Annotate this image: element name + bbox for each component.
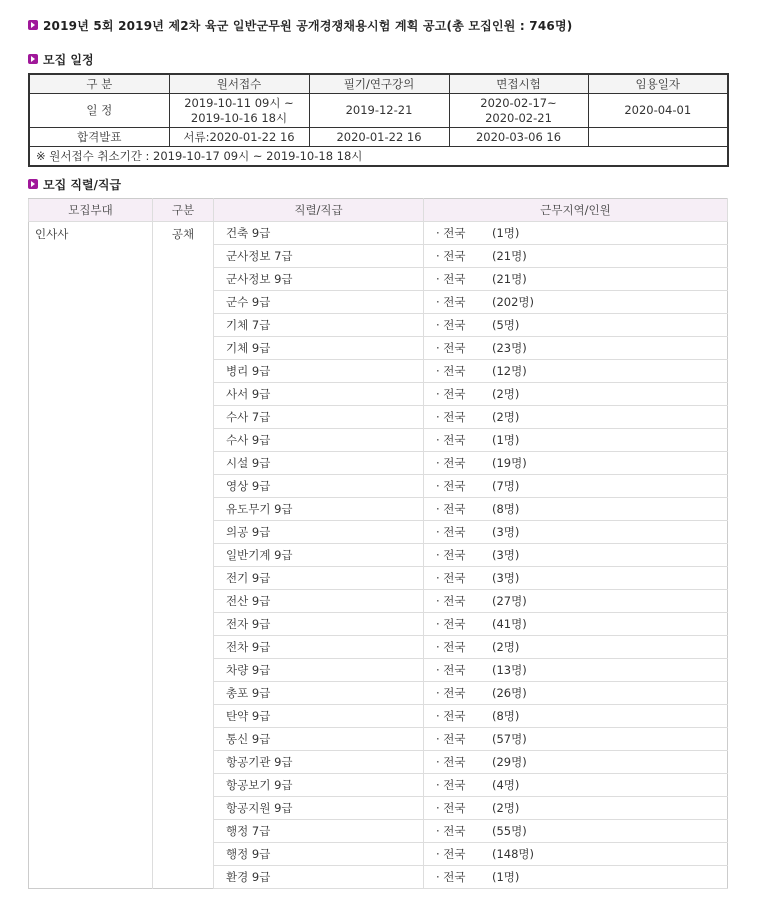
headcount: (27명) bbox=[492, 594, 527, 608]
arrow-bullet-icon bbox=[28, 20, 38, 30]
position-grade: 수사 7급 bbox=[214, 406, 424, 429]
region-count-cell bbox=[424, 820, 728, 843]
application-start: 2019-10-11 09시 ~ bbox=[184, 95, 294, 110]
position-grade: 전산 9급 bbox=[214, 590, 424, 613]
position-grade: 군사정보 9급 bbox=[214, 268, 424, 291]
region-count-cell bbox=[424, 544, 728, 567]
arrow-bullet-icon bbox=[28, 179, 38, 189]
headcount: (57명) bbox=[492, 732, 527, 746]
interview-result-date: 2020-03-06 16 bbox=[449, 128, 588, 147]
work-region: · 전국 bbox=[436, 778, 466, 792]
region-count-cell bbox=[424, 682, 728, 705]
region-count-cell bbox=[424, 245, 728, 268]
region-count-cell bbox=[424, 728, 728, 751]
schedule-row-label: 일 정 bbox=[29, 94, 169, 128]
region-count-cell bbox=[424, 866, 728, 889]
positions-header-row bbox=[29, 199, 728, 222]
position-grade: 일반기계 9급 bbox=[214, 544, 424, 567]
position-grade: 통신 9급 bbox=[214, 728, 424, 751]
schedule-section-title-row bbox=[28, 48, 728, 70]
region-count-cell bbox=[424, 475, 728, 498]
region-count-cell bbox=[424, 636, 728, 659]
headcount: (41명) bbox=[492, 617, 527, 631]
work-region: · 전국 bbox=[436, 502, 466, 516]
schedule-header-row bbox=[29, 74, 728, 94]
position-grade: 전기 9급 bbox=[214, 567, 424, 590]
position-grade: 차량 9급 bbox=[214, 659, 424, 682]
position-grade: 수사 9급 bbox=[214, 429, 424, 452]
application-end: 2019-10-16 18시 bbox=[190, 110, 288, 125]
position-grade: 행정 9급 bbox=[214, 843, 424, 866]
interview-period-cell bbox=[449, 94, 588, 128]
schedule-header-cell: 필기/연구강의 bbox=[309, 74, 449, 94]
cancellation-note: ※ 원서접수 취소기간 : 2019-10-17 09시 ~ 2019-10-18 18시 bbox=[29, 147, 728, 167]
appointment-result-cell bbox=[588, 128, 728, 147]
work-region: · 전국 bbox=[436, 732, 466, 746]
headcount: (1명) bbox=[492, 870, 520, 884]
position-grade: 환경 9급 bbox=[214, 866, 424, 889]
headcount: (21명) bbox=[492, 272, 527, 286]
written-result-date: 2020-01-22 16 bbox=[309, 128, 449, 147]
application-period-cell bbox=[169, 94, 309, 128]
written-exam-date: 2019-12-21 bbox=[309, 94, 449, 128]
position-grade: 유도무기 9급 bbox=[214, 498, 424, 521]
region-count-cell bbox=[424, 705, 728, 728]
position-grade: 전자 9급 bbox=[214, 613, 424, 636]
headcount: (8명) bbox=[492, 709, 520, 723]
schedule-row-label: 합격발표 bbox=[29, 128, 169, 147]
region-count-cell bbox=[424, 291, 728, 314]
interview-start: 2020-02-17~ bbox=[480, 95, 557, 110]
headcount: (1명) bbox=[492, 226, 520, 240]
work-region: · 전국 bbox=[436, 249, 466, 263]
position-grade: 군수 9급 bbox=[214, 291, 424, 314]
region-count-cell bbox=[424, 222, 728, 245]
recruitment-type: 공채 bbox=[153, 222, 214, 889]
position-grade: 군사정보 7급 bbox=[214, 245, 424, 268]
work-region: · 전국 bbox=[436, 571, 466, 585]
headcount: (12명) bbox=[492, 364, 527, 378]
announcement-title: 2019년 5회 2019년 제2차 육군 일반군무원 공개경쟁채용시험 계획 공고(총 모집인원 : 746명) bbox=[43, 18, 573, 33]
positions-header-cell: 모집부대 bbox=[29, 199, 153, 222]
positions-section-title: 모집 직렬/직급 bbox=[43, 177, 122, 192]
region-count-cell bbox=[424, 613, 728, 636]
arrow-bullet-icon bbox=[28, 54, 38, 64]
work-region: · 전국 bbox=[436, 663, 466, 677]
headcount: (2명) bbox=[492, 801, 520, 815]
positions-header-cell: 근무지역/인원 bbox=[424, 199, 728, 222]
work-region: · 전국 bbox=[436, 410, 466, 424]
headcount: (8명) bbox=[492, 502, 520, 516]
work-region: · 전국 bbox=[436, 870, 466, 884]
headcount: (26명) bbox=[492, 686, 527, 700]
table-row bbox=[29, 222, 728, 245]
region-count-cell bbox=[424, 452, 728, 475]
headcount: (202명) bbox=[492, 295, 535, 309]
work-region: · 전국 bbox=[436, 801, 466, 815]
position-grade: 전차 9급 bbox=[214, 636, 424, 659]
schedule-header-cell: 임용일자 bbox=[588, 74, 728, 94]
work-region: · 전국 bbox=[436, 318, 466, 332]
region-count-cell bbox=[424, 843, 728, 866]
announcement-title-row bbox=[28, 14, 728, 36]
position-grade: 탄약 9급 bbox=[214, 705, 424, 728]
region-count-cell bbox=[424, 337, 728, 360]
position-grade: 총포 9급 bbox=[214, 682, 424, 705]
positions-header-cell: 직렬/직급 bbox=[214, 199, 424, 222]
work-region: · 전국 bbox=[436, 686, 466, 700]
position-grade: 건축 9급 bbox=[214, 222, 424, 245]
headcount: (23명) bbox=[492, 341, 527, 355]
work-region: · 전국 bbox=[436, 525, 466, 539]
headcount: (13명) bbox=[492, 663, 527, 677]
work-region: · 전국 bbox=[436, 594, 466, 608]
headcount: (148명) bbox=[492, 847, 535, 861]
positions-body bbox=[29, 222, 728, 889]
position-grade: 사서 9급 bbox=[214, 383, 424, 406]
region-count-cell bbox=[424, 521, 728, 544]
position-grade: 기체 7급 bbox=[214, 314, 424, 337]
schedule-table bbox=[28, 73, 729, 167]
headcount: (2명) bbox=[492, 640, 520, 654]
interview-end: 2020-02-21 bbox=[485, 110, 552, 125]
schedule-header-cell: 면접시험 bbox=[449, 74, 588, 94]
headcount: (1명) bbox=[492, 433, 520, 447]
position-grade: 의공 9급 bbox=[214, 521, 424, 544]
schedule-header-cell: 구 분 bbox=[29, 74, 169, 94]
schedule-note-row bbox=[29, 147, 728, 167]
work-region: · 전국 bbox=[436, 456, 466, 470]
headcount: (21명) bbox=[492, 249, 527, 263]
headcount: (3명) bbox=[492, 571, 520, 585]
work-region: · 전국 bbox=[436, 824, 466, 838]
region-count-cell bbox=[424, 774, 728, 797]
work-region: · 전국 bbox=[436, 272, 466, 286]
region-count-cell bbox=[424, 751, 728, 774]
position-grade: 병리 9급 bbox=[214, 360, 424, 383]
schedule-row-dates bbox=[29, 94, 728, 128]
region-count-cell bbox=[424, 498, 728, 521]
region-count-cell bbox=[424, 567, 728, 590]
work-region: · 전국 bbox=[436, 617, 466, 631]
work-region: · 전국 bbox=[436, 847, 466, 861]
document-result-date: 서류:2020-01-22 16 bbox=[169, 128, 309, 147]
region-count-cell bbox=[424, 383, 728, 406]
work-region: · 전국 bbox=[436, 295, 466, 309]
work-region: · 전국 bbox=[436, 226, 466, 240]
positions-header-cell: 구분 bbox=[153, 199, 214, 222]
appointment-date: 2020-04-01 bbox=[588, 94, 728, 128]
region-count-cell bbox=[424, 360, 728, 383]
work-region: · 전국 bbox=[436, 640, 466, 654]
headcount: (29명) bbox=[492, 755, 527, 769]
work-region: · 전국 bbox=[436, 548, 466, 562]
work-region: · 전국 bbox=[436, 341, 466, 355]
headcount: (3명) bbox=[492, 525, 520, 539]
position-grade: 기체 9급 bbox=[214, 337, 424, 360]
region-count-cell bbox=[424, 406, 728, 429]
position-grade: 항공보기 9급 bbox=[214, 774, 424, 797]
region-count-cell bbox=[424, 659, 728, 682]
position-grade: 항공지원 9급 bbox=[214, 797, 424, 820]
region-count-cell bbox=[424, 590, 728, 613]
headcount: (2명) bbox=[492, 387, 520, 401]
work-region: · 전국 bbox=[436, 755, 466, 769]
positions-section-title-row bbox=[28, 173, 728, 195]
headcount: (55명) bbox=[492, 824, 527, 838]
region-count-cell bbox=[424, 268, 728, 291]
schedule-header-cell: 원서접수 bbox=[169, 74, 309, 94]
headcount: (4명) bbox=[492, 778, 520, 792]
schedule-section-title: 모집 일정 bbox=[43, 52, 94, 67]
work-region: · 전국 bbox=[436, 387, 466, 401]
work-region: · 전국 bbox=[436, 364, 466, 378]
headcount: (3명) bbox=[492, 548, 520, 562]
headcount: (19명) bbox=[492, 456, 527, 470]
work-region: · 전국 bbox=[436, 709, 466, 723]
recruiting-unit: 인사사 bbox=[29, 222, 153, 889]
region-count-cell bbox=[424, 797, 728, 820]
position-grade: 영상 9급 bbox=[214, 475, 424, 498]
position-grade: 항공기관 9급 bbox=[214, 751, 424, 774]
headcount: (7명) bbox=[492, 479, 520, 493]
region-count-cell bbox=[424, 429, 728, 452]
headcount: (2명) bbox=[492, 410, 520, 424]
position-grade: 시설 9급 bbox=[214, 452, 424, 475]
positions-table bbox=[28, 198, 728, 889]
region-count-cell bbox=[424, 314, 728, 337]
work-region: · 전국 bbox=[436, 479, 466, 493]
work-region: · 전국 bbox=[436, 433, 466, 447]
position-grade: 행정 7급 bbox=[214, 820, 424, 843]
headcount: (5명) bbox=[492, 318, 520, 332]
schedule-row-results bbox=[29, 128, 728, 147]
